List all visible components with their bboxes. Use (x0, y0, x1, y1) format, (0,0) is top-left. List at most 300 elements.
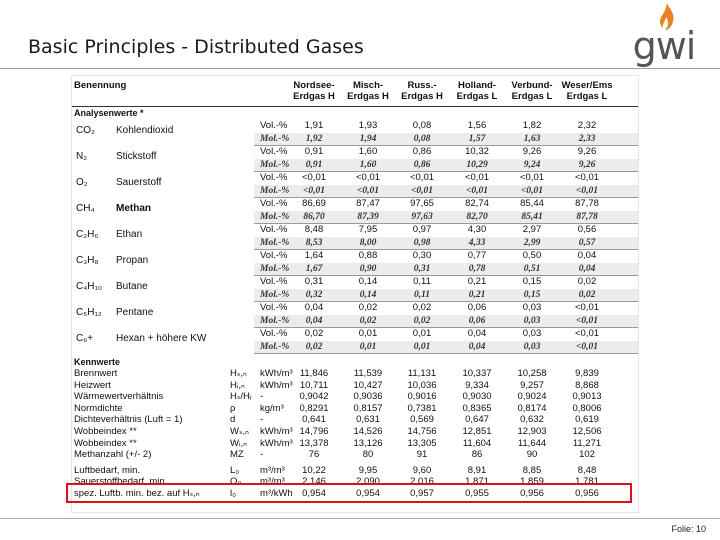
kennwert-symbol: O₀ (230, 476, 242, 488)
value-cell: 87,78 (576, 211, 598, 222)
value-cell: 0,9036 (353, 391, 383, 403)
value-cell: 0,57 (578, 237, 596, 248)
value-cell: 13,378 (299, 437, 329, 449)
value-cell: 0,15 (523, 289, 541, 300)
value-cell: 0,619 (575, 414, 599, 426)
value-cell: 10,258 (517, 368, 547, 379)
value-cell: 0,86 (412, 146, 432, 157)
value-cell: 1,859 (520, 476, 544, 488)
value-cell: 0,88 (358, 250, 378, 261)
gas-symbol: C₅H₁₂ (76, 307, 102, 318)
kennwert-unit: - (260, 414, 264, 426)
unit-cell: Vol.-% (260, 250, 288, 261)
kennwert-row (72, 438, 638, 450)
kennwert-row (72, 368, 638, 380)
gas-name: Stickstoff (116, 151, 157, 162)
value-cell: 0,02 (577, 276, 597, 287)
value-cell: 0,08 (413, 133, 431, 144)
kennwert-label: Heizwert (74, 379, 111, 391)
vol-percent-row (72, 146, 638, 159)
kennwert-symbol: MZ (230, 449, 244, 461)
row-cells (254, 263, 638, 276)
unit-cell: Vol.-% (260, 172, 288, 183)
vol-percent-row (72, 120, 638, 133)
value-cell: 76 (308, 449, 320, 461)
value-cell: 0,956 (520, 488, 544, 499)
value-cell: 0,04 (578, 263, 596, 274)
value-cell: 0,03 (523, 315, 541, 326)
kennwert-label: Normdichte (74, 402, 123, 414)
row-cells (254, 341, 638, 354)
kennwert-unit: kWh/m³ (260, 426, 293, 437)
value-cell: 0,90 (359, 263, 377, 274)
value-cell: 1,60 (358, 146, 378, 157)
gas-name: Methan (116, 203, 151, 214)
value-cell: 0,14 (359, 289, 377, 300)
kennwert-symbol: L₀ (230, 464, 240, 476)
value-cell: 9,334 (465, 379, 489, 391)
gas-symbol: CO₂ (76, 125, 95, 136)
value-cell: 8,85 (522, 464, 542, 476)
value-cell: 0,08 (412, 120, 432, 131)
column-header-line2: Erdgas L (456, 91, 498, 102)
mol-percent-row (72, 159, 638, 172)
gas-name: Sauerstoff (116, 177, 162, 188)
value-cell: 0,21 (467, 276, 487, 287)
value-cell: 86,69 (302, 198, 326, 209)
value-cell: 2,32 (577, 120, 597, 131)
value-cell: 13,126 (353, 437, 383, 449)
value-cell: 11,846 (299, 368, 329, 379)
value-cell: 0,51 (523, 263, 541, 274)
value-cell: 4,30 (467, 224, 487, 235)
gas-name: Hexan + höhere KW (116, 333, 207, 344)
value-cell: 9,60 (412, 464, 432, 476)
kennwert-unit: kWh/m³ (260, 379, 293, 391)
row-cells (254, 250, 638, 263)
unit-cell: Mol.-% (260, 211, 290, 222)
value-cell: 9,257 (520, 379, 544, 391)
value-cell: <0,01 (575, 315, 599, 326)
kennwert-unit: m³/m³ (260, 476, 285, 488)
vol-percent-row (72, 328, 638, 341)
value-cell: 0,954 (356, 488, 380, 499)
section-label: Analysenwerte * (74, 108, 144, 118)
row-cells (254, 133, 638, 146)
slide-number: Folie: 10 (671, 524, 706, 534)
value-cell: <0,01 (410, 185, 434, 196)
column-header-line1: Misch- (352, 80, 384, 91)
value-cell: 8,48 (577, 464, 597, 476)
kennwert-row (72, 391, 638, 403)
value-cell: 0,631 (356, 414, 380, 426)
mol-percent-row (72, 133, 638, 146)
value-cell: 0,01 (413, 341, 431, 352)
value-cell: <0,01 (356, 185, 380, 196)
value-cell: 11,644 (517, 437, 547, 449)
value-cell: 0,11 (413, 276, 431, 287)
value-cell: 8,48 (304, 224, 324, 235)
value-cell: 86,70 (303, 211, 325, 222)
value-cell: 9,24 (523, 159, 541, 170)
value-cell: 1,92 (305, 133, 323, 144)
column-header-line2: Erdgas H (347, 91, 389, 102)
unit-cell: Mol.-% (260, 289, 290, 300)
kennwert-label: Sauerstoffbedarf, min. (74, 476, 168, 488)
kennwert-label: Brennwert (74, 368, 118, 379)
value-cell: 1,64 (304, 250, 324, 261)
unit-cell: Vol.-% (260, 302, 288, 313)
kennwert-label: Wobbeindex ** (74, 437, 137, 449)
value-cell: 0,56 (577, 224, 597, 235)
unit-cell: Vol.-% (260, 120, 288, 131)
vol-percent-row (72, 172, 638, 185)
column-header (341, 80, 395, 102)
gas-symbol: C₄H₁₀ (76, 281, 103, 292)
mol-percent-row (72, 341, 638, 354)
value-cell: 0,7381 (407, 402, 437, 414)
kennwert-unit: m³/m³ (260, 464, 285, 476)
value-cell: 1,56 (467, 120, 487, 131)
column-header (450, 80, 504, 102)
gas-name: Kohlendioxid (116, 125, 174, 136)
value-cell: 85,44 (520, 198, 544, 209)
mol-percent-row (72, 185, 638, 198)
value-cell: 9,26 (578, 159, 596, 170)
kennwert-symbol: Wᵢ,ₙ (230, 437, 247, 449)
kennwert-symbol: Wₛ,ₙ (230, 426, 249, 437)
unit-cell: Mol.-% (260, 133, 290, 144)
gas-symbol: C₃H₈ (76, 255, 99, 266)
row-cells (254, 159, 638, 172)
value-cell: 102 (579, 449, 595, 461)
value-cell: <0,01 (519, 172, 545, 183)
value-cell: 0,01 (412, 328, 432, 339)
unit-cell: Vol.-% (260, 146, 288, 157)
value-cell: 11,271 (572, 437, 602, 449)
value-cell: 91 (416, 449, 428, 461)
value-cell: 0,569 (410, 414, 434, 426)
gas-symbol: C₂H₆ (76, 229, 99, 240)
value-cell: <0,01 (520, 185, 544, 196)
logo-text: gwi (632, 24, 696, 68)
unit-cell: Mol.-% (260, 341, 290, 352)
value-cell: 87,39 (357, 211, 379, 222)
value-cell: 0,97 (412, 224, 432, 235)
unit-cell: Vol.-% (260, 198, 288, 209)
value-cell: 0,9042 (299, 391, 329, 403)
value-cell: 0,03 (523, 341, 541, 352)
unit-cell: Mol.-% (260, 159, 290, 170)
row-cells (254, 328, 638, 341)
value-cell: 1,871 (465, 476, 489, 488)
value-cell: 0,8157 (353, 402, 383, 414)
value-cell: 13,305 (407, 437, 437, 449)
value-cell: 0,14 (358, 276, 378, 287)
value-cell: 0,15 (522, 276, 542, 287)
title-divider (0, 68, 720, 69)
kennwert-unit: kg/m³ (260, 402, 284, 414)
gas-name: Ethan (116, 229, 143, 240)
value-cell: 0,02 (359, 315, 377, 326)
vol-percent-row (72, 276, 638, 289)
value-cell: 8,868 (575, 379, 599, 391)
value-cell: 0,9016 (407, 391, 437, 403)
kennwert-label: Methanzahl (+/- 2) (74, 449, 152, 461)
row-cells (254, 237, 638, 250)
value-cell: 1,67 (305, 263, 323, 274)
kennwert-symbol: Hₛ/Hᵢ (230, 391, 252, 403)
value-cell: 11,131 (407, 368, 437, 379)
value-cell: 2,090 (356, 476, 380, 488)
gas-properties-table (72, 76, 638, 512)
value-cell: 0,30 (412, 250, 432, 261)
value-cell: 0,91 (305, 159, 323, 170)
row-cells (254, 302, 638, 315)
value-cell: 2,97 (522, 224, 542, 235)
value-cell: 10,22 (302, 464, 326, 476)
value-cell: 0,956 (575, 488, 599, 499)
kennwert-row (72, 380, 638, 392)
header-label: Benennung (74, 80, 127, 91)
value-cell: 0,632 (520, 414, 544, 426)
kennwert-row (72, 414, 638, 426)
vol-percent-row (72, 250, 638, 263)
value-cell: 12,851 (462, 426, 492, 437)
value-cell: 97,63 (411, 211, 433, 222)
column-header-line2: Erdgas H (293, 91, 335, 102)
value-cell: <0,01 (574, 328, 600, 339)
value-cell: 2,33 (578, 133, 596, 144)
value-cell: 0,02 (304, 328, 324, 339)
column-header (560, 80, 614, 102)
column-header (505, 80, 559, 102)
kennwert-unit: kWh/m³ (260, 368, 293, 379)
mol-percent-row (72, 263, 638, 276)
row-cells (254, 224, 638, 237)
value-cell: 0,957 (410, 488, 434, 499)
value-cell: 0,9013 (572, 391, 602, 403)
kennwert-symbol: Hₛ,ₙ (230, 368, 247, 379)
unit-cell: Mol.-% (260, 263, 290, 274)
unit-cell: Vol.-% (260, 224, 288, 235)
row-cells (254, 120, 638, 133)
kennwert-symbol: l₀ (230, 488, 237, 499)
value-cell: 9,26 (522, 146, 542, 157)
value-cell: <0,01 (302, 185, 326, 196)
value-cell: 0,77 (467, 250, 487, 261)
column-header-line2: Erdgas L (511, 91, 553, 102)
column-header-line1: Weser/Ems (561, 80, 613, 91)
column-header-line2: Erdgas L (566, 91, 608, 102)
value-cell: 9,26 (577, 146, 597, 157)
column-header (287, 80, 341, 102)
value-cell: 0,647 (465, 414, 489, 426)
row-cells (254, 198, 638, 211)
vol-percent-row (72, 302, 638, 315)
value-cell: 0,03 (522, 328, 542, 339)
value-cell: 0,01 (358, 328, 378, 339)
column-header-line1: Verbund- (511, 80, 553, 91)
value-cell: 1,94 (359, 133, 377, 144)
value-cell: 1,91 (304, 120, 324, 131)
slide-title: Basic Principles - Distributed Gases (28, 36, 364, 58)
kennwert-label: Luftbedarf, min. (74, 464, 141, 476)
value-cell: 0,11 (413, 289, 431, 300)
value-cell: 0,32 (305, 289, 323, 300)
value-cell: 7,95 (358, 224, 378, 235)
kennwert-symbol: d (230, 414, 236, 426)
value-cell: 10,427 (353, 379, 383, 391)
value-cell: <0,01 (574, 172, 600, 183)
value-cell: 0,86 (413, 159, 431, 170)
value-cell: 12,506 (572, 426, 602, 437)
kennwert-row (72, 426, 638, 438)
value-cell: 1,63 (523, 133, 541, 144)
row-cells (254, 289, 638, 302)
value-cell: 1,57 (468, 133, 486, 144)
value-cell: 80 (362, 449, 374, 461)
value-cell: 0,31 (413, 263, 431, 274)
value-cell: 8,53 (305, 237, 323, 248)
kennwert-unit: - (260, 391, 264, 403)
unit-cell: Vol.-% (260, 328, 288, 339)
value-cell: 0,02 (412, 302, 432, 313)
value-cell: <0,01 (464, 172, 490, 183)
value-cell: 0,9024 (517, 391, 547, 403)
gas-name: Propan (116, 255, 149, 266)
value-cell: 2,146 (302, 476, 326, 488)
kennwert-symbol: Hᵢ,ₙ (230, 379, 245, 391)
value-cell: 0,02 (358, 302, 378, 313)
column-header-line1: Russ.- (407, 80, 437, 91)
value-cell: 2,016 (410, 476, 434, 488)
value-cell: 8,91 (467, 464, 487, 476)
value-cell: 10,337 (462, 368, 492, 379)
value-cell: 11,604 (462, 437, 492, 449)
gas-symbol: N₂ (76, 151, 88, 162)
value-cell: 10,32 (465, 146, 489, 157)
value-cell: 0,8291 (299, 402, 329, 414)
value-cell: 0,50 (522, 250, 542, 261)
value-cell: <0,01 (301, 172, 327, 183)
value-cell: 0,8174 (517, 402, 547, 414)
value-cell: 8,00 (359, 237, 377, 248)
column-header-line1: Nordsee- (293, 80, 335, 91)
value-cell: 0,9030 (462, 391, 492, 403)
row-cells (254, 315, 638, 328)
highlight-box (66, 483, 632, 503)
value-cell: 10,036 (407, 379, 437, 391)
column-header-line2: Erdgas H (401, 91, 443, 102)
value-cell: 0,02 (413, 315, 431, 326)
vol-percent-row (72, 224, 638, 237)
unit-cell: Vol.-% (260, 276, 288, 287)
gas-symbol: O₂ (76, 177, 88, 188)
row-cells (254, 211, 638, 224)
kennwert-row (72, 449, 638, 461)
value-cell: 87,47 (356, 198, 380, 209)
value-cell: 0,04 (304, 302, 324, 313)
value-cell: 86 (471, 449, 483, 461)
value-cell: 9,839 (575, 368, 599, 379)
gas-symbol: CH₄ (76, 203, 95, 214)
value-cell: 0,31 (304, 276, 324, 287)
kennwert-row (72, 403, 638, 415)
value-cell: 0,06 (467, 302, 487, 313)
gwi-logo (626, 2, 702, 70)
value-cell: 85,41 (521, 211, 543, 222)
gas-name: Pentane (116, 307, 154, 318)
value-cell: 14,796 (299, 426, 329, 437)
gas-name: Butane (116, 281, 148, 292)
value-cell: 12,903 (517, 426, 547, 437)
value-cell: 0,04 (305, 315, 323, 326)
table-header (72, 76, 638, 107)
value-cell: 2,99 (523, 237, 541, 248)
value-cell: 4,33 (468, 237, 486, 248)
value-cell: 0,04 (467, 328, 487, 339)
kennwert-unit: m³/kWh (260, 488, 293, 499)
column-header-line1: Holland- (458, 80, 496, 91)
value-cell: 10,29 (466, 159, 488, 170)
value-cell: 0,01 (359, 341, 377, 352)
row-cells (254, 146, 638, 159)
value-cell: 97,65 (410, 198, 434, 209)
value-cell: <0,01 (355, 172, 381, 183)
footer-divider (0, 518, 720, 519)
value-cell: 0,98 (413, 237, 431, 248)
kennwert-label: Wärmewertverhältnis (74, 391, 164, 403)
value-cell: 9,95 (358, 464, 378, 476)
value-cell: 0,8006 (572, 402, 602, 414)
value-cell: 90 (526, 449, 538, 461)
value-cell: 0,78 (468, 263, 486, 274)
value-cell: 0,91 (304, 146, 324, 157)
row-separator (254, 353, 638, 354)
mol-percent-row (72, 237, 638, 250)
value-cell: <0,01 (575, 185, 599, 196)
value-cell: 0,04 (577, 250, 597, 261)
unit-cell: Mol.-% (260, 237, 290, 248)
row-cells (254, 185, 638, 198)
value-cell: 0,02 (578, 289, 596, 300)
value-cell: 0,954 (302, 488, 326, 499)
value-cell: <0,01 (574, 302, 600, 313)
value-cell: 14,756 (407, 426, 437, 437)
value-cell: 82,74 (465, 198, 489, 209)
mol-percent-row (72, 289, 638, 302)
kennwert-label: spez. Luftb. min. bez. auf Hₛ,ₙ (74, 488, 200, 499)
unit-cell: Mol.-% (260, 315, 290, 326)
kennwert-symbol: ρ (230, 402, 236, 414)
vol-percent-row (72, 198, 638, 211)
value-cell: 87,78 (575, 198, 599, 209)
value-cell: 0,06 (468, 315, 486, 326)
row-cells (254, 172, 638, 185)
kennwerte-label: Kennwerte (74, 357, 121, 367)
value-cell: <0,01 (465, 185, 489, 196)
value-cell: 0,8365 (462, 402, 492, 414)
value-cell: 1,60 (359, 159, 377, 170)
value-cell: 0,04 (468, 341, 486, 352)
value-cell: 1,93 (358, 120, 378, 131)
column-header (395, 80, 449, 102)
row-cells (254, 276, 638, 289)
value-cell: <0,01 (575, 341, 599, 352)
kennwert-label: Wobbeindex ** (74, 426, 137, 437)
value-cell: 0,02 (305, 341, 323, 352)
